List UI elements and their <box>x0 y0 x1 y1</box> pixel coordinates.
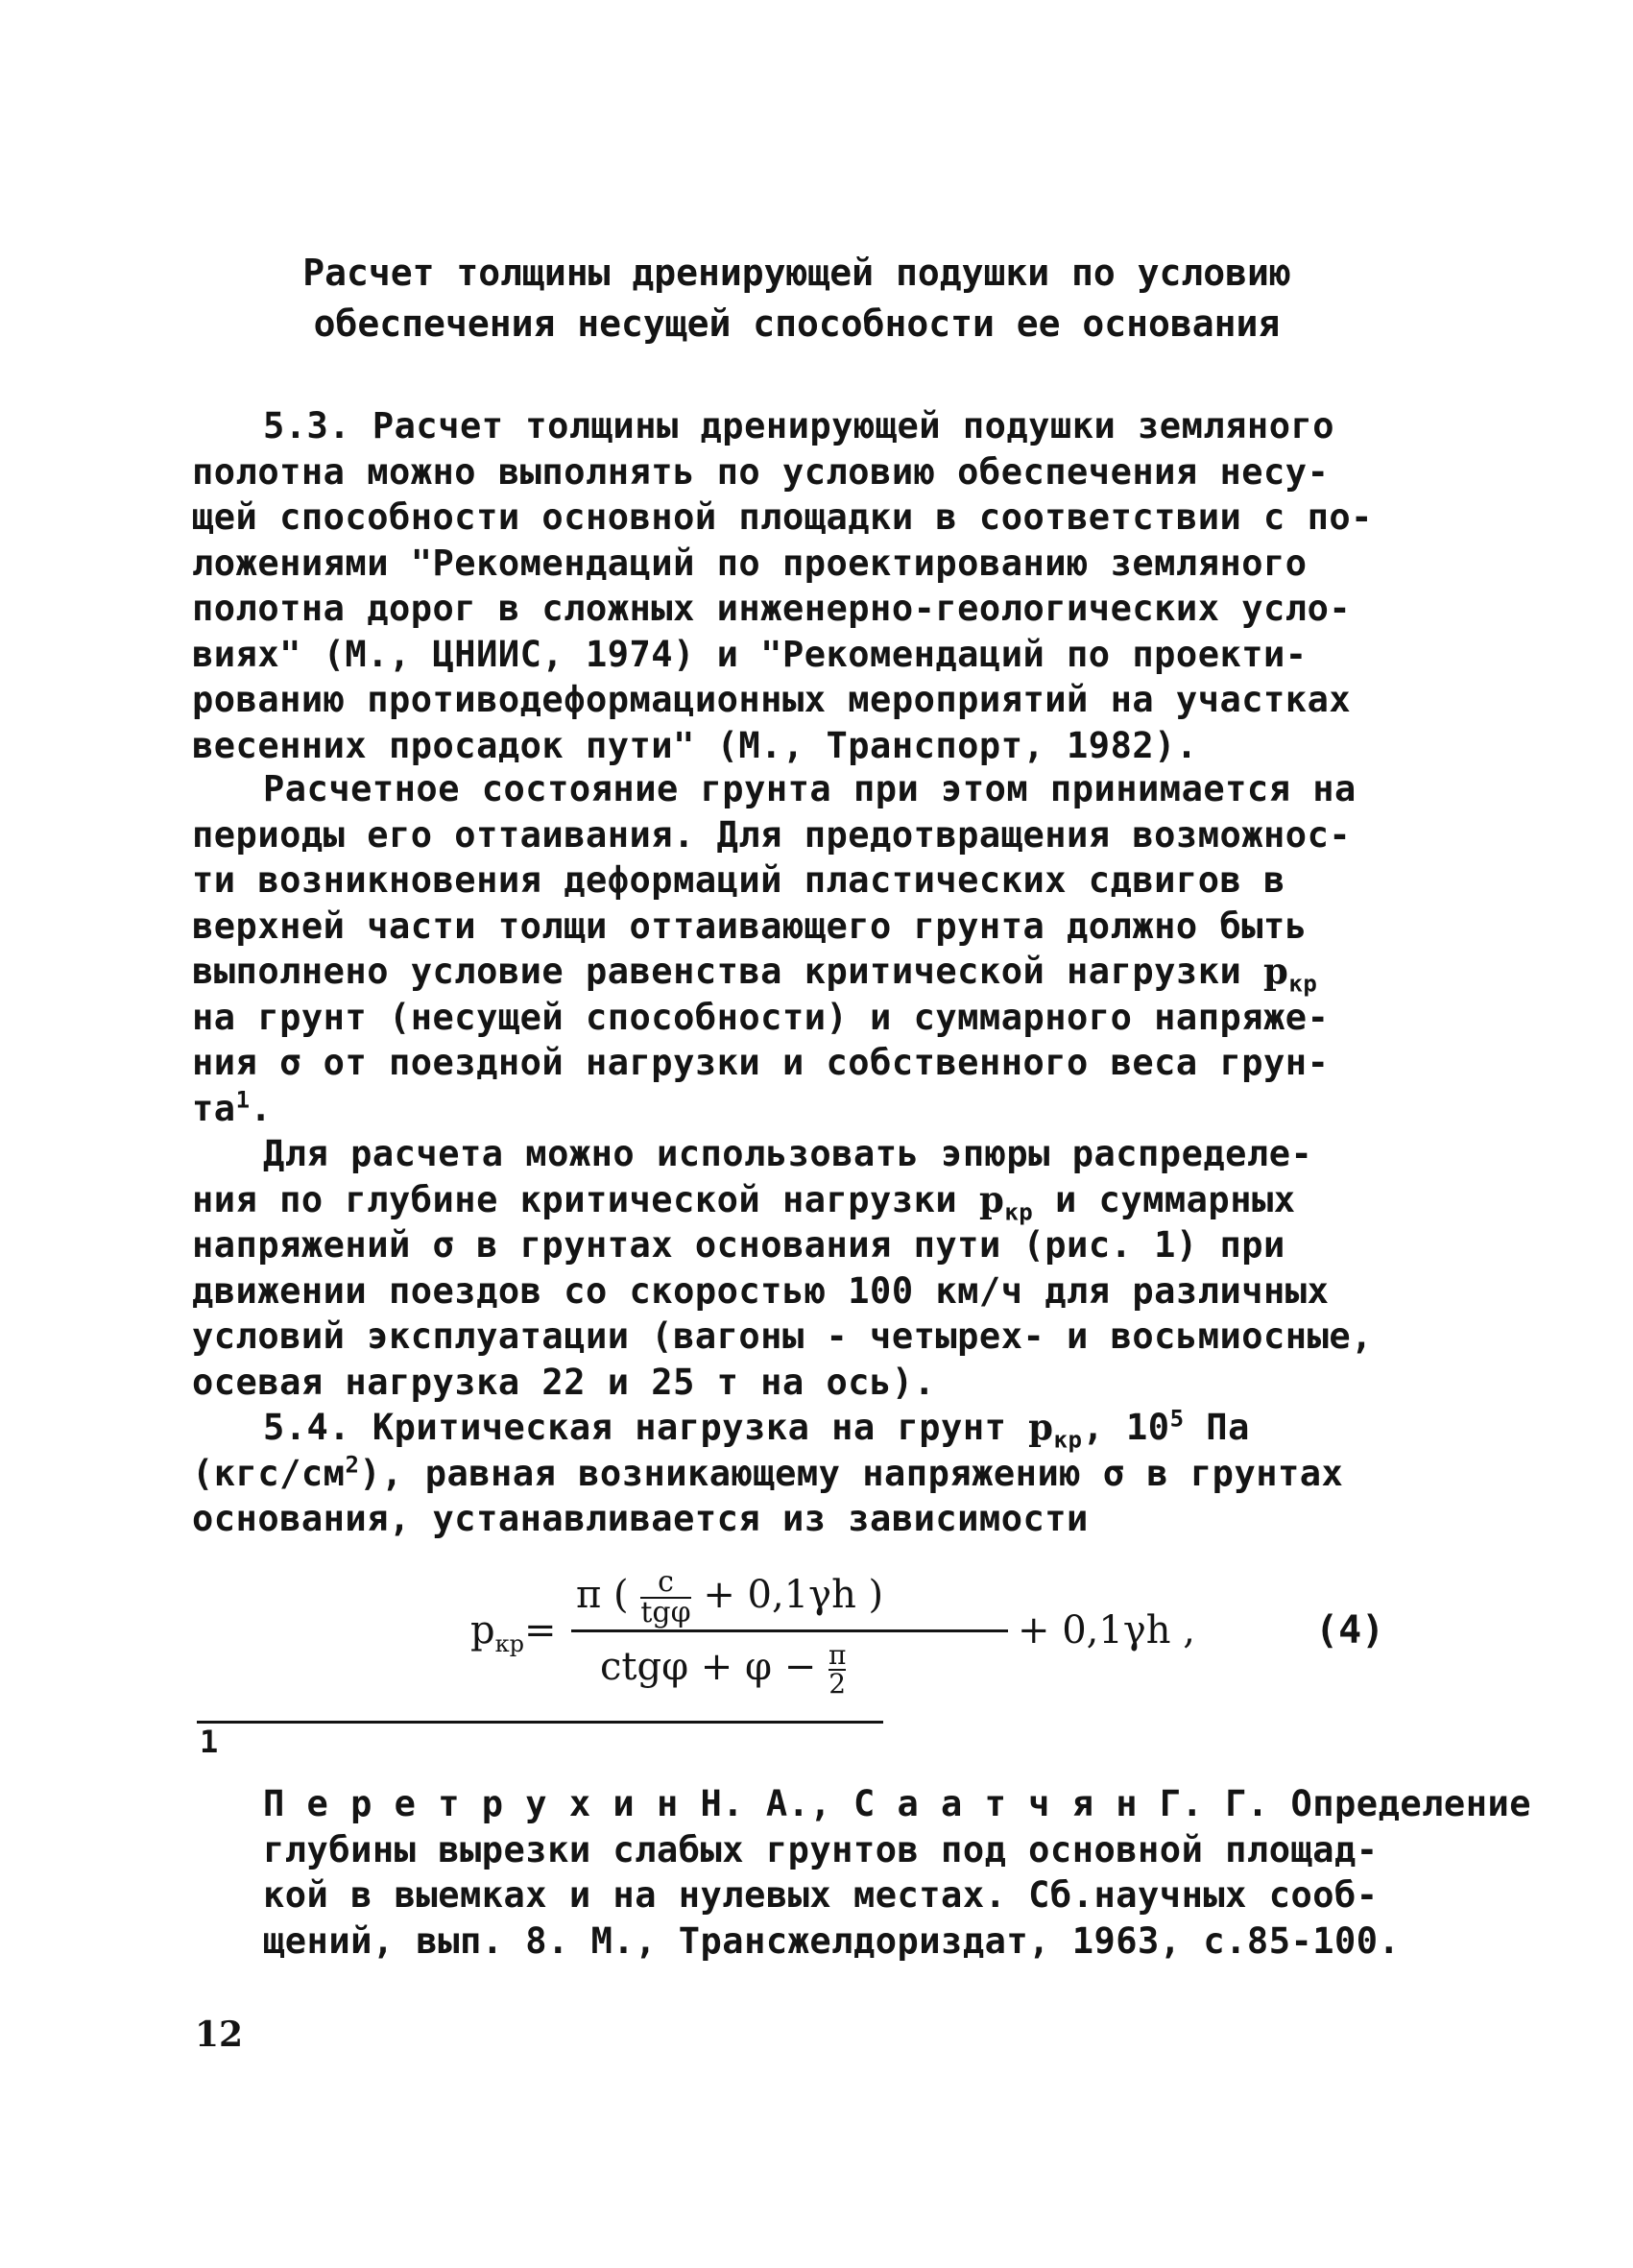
footnote-text <box>192 1781 1532 1964</box>
text-line <box>192 1040 1450 1086</box>
paragraph-soil-state <box>192 766 1450 1131</box>
formula-fraction-pi-2 <box>829 1639 847 1700</box>
symbol-kr: кр <box>1004 1197 1034 1225</box>
text-line <box>192 949 1450 998</box>
formula-numerator: π ( c tgφ + 0,1γh ) <box>576 1565 884 1629</box>
text-line <box>192 1781 1532 1827</box>
footnote-ref: 1 <box>235 1086 251 1114</box>
text-line: полотна можно выполнять по условию обеспечения несу- <box>192 450 1330 493</box>
formula-equals: = <box>523 1608 557 1653</box>
text-segment: (кгс/см <box>192 1452 346 1494</box>
formula-tg: tgφ <box>640 1596 691 1629</box>
text-line: движении поездов со скоростью 100 км/ч для различных <box>192 1269 1330 1312</box>
text-segment: в грунтах основания пути (рис. 1) при <box>476 1224 1285 1266</box>
heading-line-1: Расчет толщины дренирующей подушки по условию <box>302 252 1291 294</box>
text-segment: ния по глубине критической нагрузки <box>192 1178 958 1220</box>
text-segment: Па <box>1206 1407 1250 1448</box>
paragraph-5-3 <box>192 403 1450 768</box>
page-number: 12 <box>195 2015 244 2055</box>
text-line: глубины вырезки слабых грунтов под основной площад- <box>263 1828 1379 1870</box>
formula-den-2: 2 <box>829 1668 847 1700</box>
text-line: щей способности основной площадки в соответствии с по- <box>192 496 1373 538</box>
text-line: осевая нагрузка 22 и 25 т на ось). <box>192 1361 936 1403</box>
text-segment: ), равная возникающему напряжению <box>359 1452 1081 1494</box>
footnote-mark: 1 <box>200 1724 219 1760</box>
text-segment: та <box>192 1087 236 1129</box>
text-segment: Определение <box>1290 1783 1532 1824</box>
text-segment: в грунтах <box>1146 1452 1344 1494</box>
formula-number: (4) <box>1315 1608 1385 1653</box>
symbol-p: p <box>978 1177 1005 1220</box>
section-heading <box>192 248 1402 350</box>
text-line <box>192 1222 1450 1268</box>
formula-den-pi: π <box>829 1639 847 1671</box>
symbol-sigma: σ <box>432 1224 455 1266</box>
paragraph-5-4 <box>192 1405 1450 1542</box>
text-line: Для расчета можно использовать эпюры распределе- <box>263 1133 1313 1174</box>
text-line: периоды его оттаивания. Для предотвращения возможнос- <box>192 813 1352 856</box>
text-segment: и суммарных <box>1055 1178 1296 1220</box>
text-line: щений, вып. 8. М., Трансжелдориздат, 1963, с.85-100. <box>263 1919 1401 1962</box>
footnote-authors: П е р е т р у х и н Н. А., С а а т ч я н Г. Г. <box>263 1783 1269 1824</box>
symbol-sigma: σ <box>279 1042 301 1083</box>
paragraph-epure <box>192 1131 1450 1405</box>
formula-lhs-p: p <box>470 1608 495 1653</box>
symbol-sigma: σ <box>1102 1452 1125 1494</box>
heading-line-2: обеспечения несущей способности ее основания <box>313 302 1281 345</box>
text-line: верхней части толщи оттаивающего грунта должно быть <box>192 905 1308 947</box>
symbol-p: p <box>1028 1406 1054 1448</box>
text-line: на грунт (несущей способности) и суммарного напряже- <box>192 996 1330 1038</box>
formula-lhs <box>470 1608 557 1657</box>
text-line <box>192 1177 1450 1223</box>
text-line <box>192 1086 1450 1132</box>
formula-tail: + 0,1γh , <box>1018 1608 1195 1653</box>
text-line <box>192 1451 1450 1497</box>
formula-pi: π <box>576 1573 602 1617</box>
text-line: 5.3. Расчет толщины дренирующей подушки земляного <box>263 405 1335 446</box>
symbol-kr: кр <box>1288 970 1318 998</box>
text-segment: ния <box>192 1042 258 1083</box>
text-line: полотна дорог в сложных инженерно-геологических усло- <box>192 588 1352 629</box>
exponent: 5 <box>1169 1405 1185 1433</box>
formula-den-text: ctgφ + φ − <box>600 1645 817 1689</box>
formula-fraction-c-tg <box>640 1565 691 1629</box>
formula-4 <box>451 1551 1411 1714</box>
text-segment: . <box>250 1087 273 1129</box>
formula-num-rest: + 0,1γh <box>703 1573 856 1617</box>
text-line: рованию противодеформационных мероприятий на участках <box>192 679 1352 720</box>
text-line: основания, устанавливается из зависимости <box>192 1498 1089 1539</box>
text-line: весенних просадок пути" (М., Транспорт, 1982). <box>192 724 1198 766</box>
text-segment: напряжений <box>192 1224 411 1266</box>
exponent: 2 <box>345 1451 360 1479</box>
text-segment: 5.4. Критическая нагрузка на грунт <box>263 1407 1007 1448</box>
text-line <box>192 1405 1450 1454</box>
text-line: Расчетное состояние грунта при этом принимается на <box>263 768 1357 809</box>
footnote-divider <box>197 1721 883 1724</box>
text-line: ложениями "Рекомендаций по проектированию земляного <box>192 542 1308 584</box>
text-line: условий эксплуатации (вагоны - четырех- и восьмиосные, <box>192 1315 1373 1357</box>
symbol-p: p <box>1263 950 1289 992</box>
formula-fraction-bar <box>571 1629 1008 1632</box>
formula-lhs-sub: кр <box>494 1630 524 1657</box>
formula-denominator <box>600 1639 847 1700</box>
symbol-kr: кр <box>1053 1426 1083 1454</box>
text-line: виях" (М., ЦНИИС, 1974) и "Рекомендаций по проекти- <box>192 633 1308 675</box>
text-segment: , 10 <box>1082 1407 1170 1448</box>
formula-c: c <box>640 1568 690 1599</box>
text-segment: выполнено условие равенства критической нагрузки <box>192 951 1242 992</box>
text-line: ти возникновения деформаций пластических сдвигов в <box>192 859 1285 901</box>
text-line: кой в выемках и на нулевых местах. Сб.научных сооб- <box>263 1874 1379 1916</box>
text-segment: от поездной нагрузки и собственного веса грун- <box>323 1042 1330 1083</box>
